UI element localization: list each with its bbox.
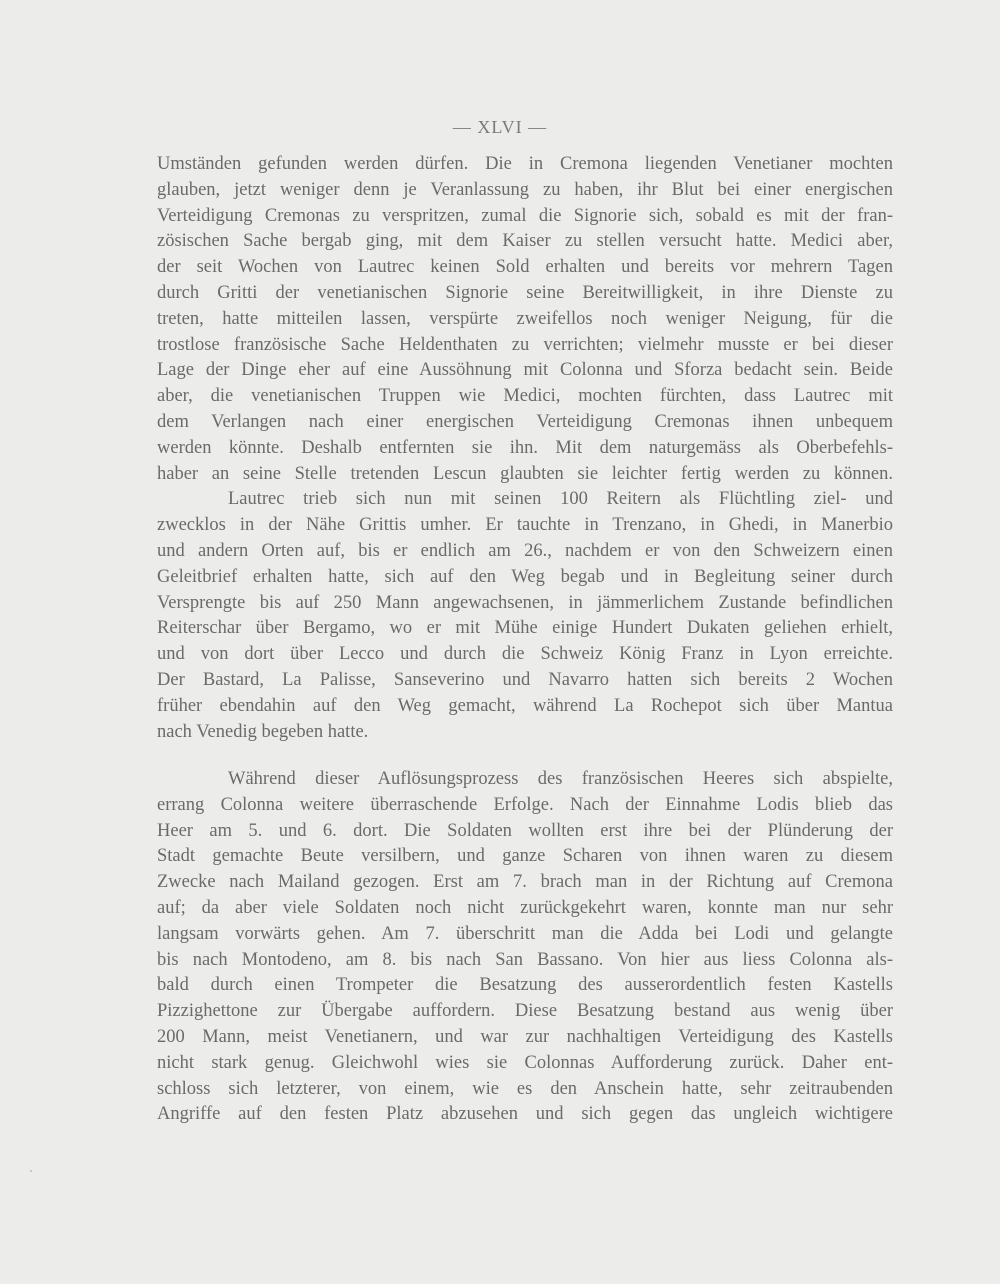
- text-line: werden könnte. Deshalb entfernten sie ihn. Mit dem naturgemäss als Oberbefehls-: [157, 437, 893, 458]
- text-line: errang Colonna weitere überraschende Erfolge. Nach der Einnahme Lodis blieb das: [157, 794, 893, 815]
- text-line: haber an seine Stelle tretenden Lescun glaubten sie leichter fertig werden zu können.: [157, 463, 893, 484]
- text-line: der seit Wochen von Lautrec keinen Sold erhalten und bereits vor mehrern Tagen: [157, 257, 893, 278]
- text-line: Der Bastard, La Palisse, Sanseverino und Navarro hatten sich bereits 2 Wochen: [157, 669, 893, 690]
- text-line: durch Gritti der venetianischen Signorie seine Bereitwilligkeit, in ihre Dienste zu: [157, 282, 893, 303]
- text-line: Geleitbrief erhalten hatte, sich auf den Weg begab und in Begleitung seiner durch: [157, 566, 893, 587]
- text-line: schloss sich letzterer, von einem, wie es den Anschein hatte, sehr zeitraubenden: [157, 1078, 893, 1099]
- text-line: trostlose französische Sache Heldenthaten zu verrichten; vielmehr musste er bei dieser: [157, 334, 893, 355]
- text-line: früher ebendahin auf den Weg gemacht, während La Rochepot sich über Mantua: [157, 695, 893, 716]
- page-number-header: — XLVI —: [452, 117, 548, 137]
- text-line: nicht stark genug. Gleichwohl wies sie Colonnas Aufforderung zurück. Daher ent-: [157, 1052, 893, 1073]
- text-line: zösischen Sache bergab ging, mit dem Kaiser zu stellen versucht hatte. Medici aber,: [157, 231, 893, 252]
- text-line: Während dieser Auflösungsprozess des französischen Heeres sich abspielte,: [228, 769, 893, 789]
- text-line: bis nach Montodeno, am 8. bis nach San Bassano. Von hier aus liess Colonna als-: [157, 949, 893, 970]
- text-line: Verteidigung Cremonas zu verspritzen, zumal die Signorie sich, sobald es mit der fran-: [157, 205, 893, 226]
- text-line: aber, die venetianischen Truppen wie Medici, mochten fürchten, dass Lautrec mit: [157, 386, 893, 407]
- text-line: dem Verlangen nach einer energischen Verteidigung Cremonas ihnen unbequem: [157, 411, 893, 432]
- paper-speck: [30, 1170, 32, 1172]
- text-line: Pizzighettone zur Übergabe auffordern. Diese Besatzung bestand aus wenig über: [157, 1001, 893, 1022]
- text-line: Reiterschar über Bergamo, wo er mit Mühe einige Hundert Dukaten geliehen erhielt,: [157, 618, 893, 639]
- text-line: Versprengte bis auf 250 Mann angewachsenen, in jämmerlichem Zustande befindlichen: [157, 592, 893, 613]
- text-line: zwecklos in der Nähe Grittis umher. Er tauchte in Trenzano, in Ghedi, in Manerbio: [157, 515, 893, 536]
- text-line: Lage der Dinge eher auf eine Aussöhnung mit Colonna und Sforza bedacht sein. Beide: [157, 360, 893, 381]
- text-line: 200 Mann, meist Venetianern, und war zur nachhaltigen Verteidigung des Kastells: [157, 1026, 893, 1047]
- text-line: langsam vorwärts gehen. Am 7. überschritt man die Adda bei Lodi und gelangte: [157, 923, 893, 944]
- text-line: und andern Orten auf, bis er endlich am 26., nachdem er von den Schweizern einen: [157, 540, 893, 561]
- text-line: Angriffe auf den festen Platz abzusehen und sich gegen das ungleich wichtigere: [157, 1104, 893, 1125]
- text-line: treten, hatte mitteilen lassen, verspürte zweifellos noch weniger Neigung, für die: [157, 308, 893, 329]
- paragraph-block-1: [157, 152, 893, 745]
- text-line: bald durch einen Trompeter die Besatzung des ausserordentlich festen Kastells: [157, 975, 893, 996]
- paragraph-block-2: [157, 767, 893, 1128]
- text-line: nach Venedig begeben hatte.: [157, 721, 369, 742]
- text-line: und von dort über Lecco und durch die Schweiz König Franz in Lyon erreichte.: [157, 644, 893, 665]
- text-line: auf; da aber viele Soldaten noch nicht zurückgekehrt waren, konnte man nur sehr: [157, 897, 893, 918]
- text-line: Stadt gemachte Beute versilbern, und ganze Scharen von ihnen waren zu diesem: [157, 846, 893, 867]
- text-line: Umständen gefunden werden dürfen. Die in Cremona liegenden Venetianer mochten: [157, 154, 893, 174]
- text-line: Heer am 5. und 6. dort. Die Soldaten wollten erst ihre bei der Plünderung der: [157, 820, 893, 841]
- text-line: glauben, jetzt weniger denn je Veranlassung zu haben, ihr Blut bei einer energischen: [157, 179, 893, 200]
- text-line: Lautrec trieb sich nun mit seinen 100 Reitern als Flüchtling ziel- und: [228, 489, 893, 510]
- text-line: Zwecke nach Mailand gezogen. Erst am 7. brach man in der Richtung auf Cremona: [157, 872, 893, 893]
